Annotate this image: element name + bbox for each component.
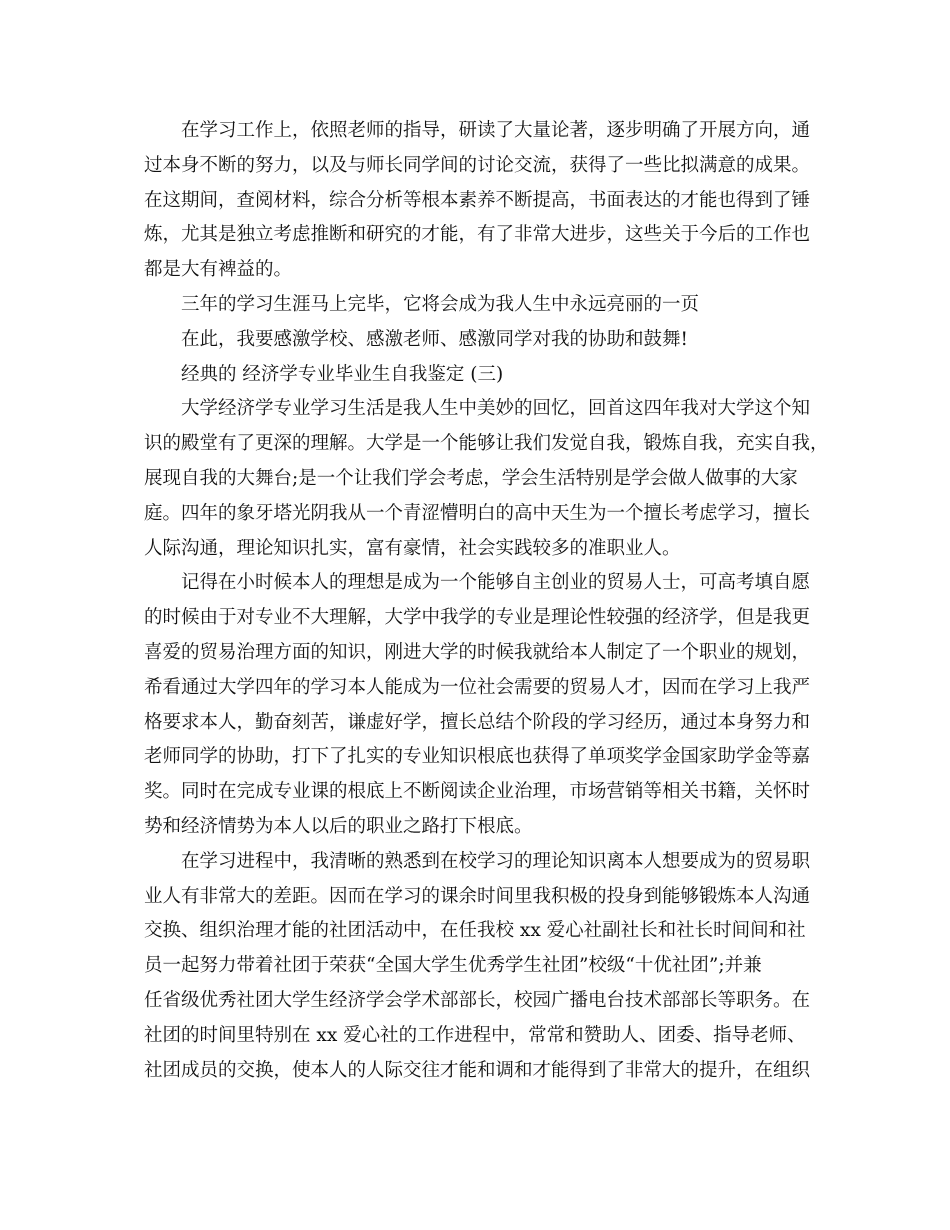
text-line: 展现自我的大舞台;是一个让我们学会考虑，学会生活特别是学会做人做事的大家	[144, 467, 798, 489]
text-line: 的时候由于对专业不大理解，大学中我学的专业是理论性较强的经济学，但是我更	[144, 607, 811, 629]
text-line: 任省级优秀社团大学生经济学会学术部部长，校园广播电台技术部部长等职务。在	[144, 989, 811, 1011]
text-line: 社团成员的交换，使本人的人际交往才能和调和才能得到了非常大的提升，在组织	[144, 1059, 811, 1081]
text-line: 大学经济学专业学习生活是我人生中美妙的回忆，回首这四年我对大学这个知	[181, 398, 811, 420]
text-line: 在学习工作上，依照老师的指导，研读了大量论著，逐步明确了开展方向，通	[181, 120, 811, 141]
text-line: 在这期间，查阅材料，综合分析等根本素养不断提高，书面表达的才能也得到了锤	[144, 189, 811, 211]
text-line: 希看通过大学四年的学习本人能成为一位社会需要的贸易人才，因而在学习上我严	[144, 676, 811, 698]
text-line: 庭。四年的象牙塔光阴我从一个青涩懵明白的高中天生为一个擅长考虑学习，擅长	[144, 502, 811, 524]
text-line: 记得在小时候本人的理想是成为一个能够自主创业的贸易人士，可高考填自愿	[181, 572, 811, 594]
text-line: 势和经济情势为本人以后的职业之路打下根底。	[144, 815, 533, 837]
text-line: 在学习进程中，我清晰的熟悉到在校学习的理论知识离本人想要成为的贸易职	[181, 850, 811, 872]
text-line: 老师同学的协助，打下了扎实的专业知识根底也获得了单项奖学金国家助学金等嘉	[144, 746, 811, 768]
text-line: 识的殿堂有了更深的理解。大学是一个能够让我们发觉自我，锻炼自我，充实自我，	[144, 433, 829, 455]
document-body	[144, 114, 829, 1088]
text-line: 喜爱的贸易治理方面的知识，刚进大学的时候我就给本人制定了一个职业的规划，	[144, 641, 811, 663]
text-line: 三年的学习生涯马上完毕，它将会成为我人生中永远亮丽的一页	[181, 293, 700, 315]
text-line: 业人有非常大的差距。因而在学习的课余时间里我积极的投身到能够锻炼本人沟通	[144, 885, 811, 907]
text-line: 格要求本人，勤奋刻苦，谦虚好学，擅长总结个阶段的学习经历，通过本身努力和	[144, 711, 811, 733]
text-line: 奖。同时在完成专业课的根底上不断阅读企业治理，市场营销等相关书籍，关怀时	[144, 781, 811, 803]
text-line: 人际沟通，理论知识扎实，富有豪情，社会实践较多的准职业人。	[144, 537, 681, 559]
section-heading: 经典的 经济学专业毕业生自我鉴定 (三)	[181, 363, 504, 385]
text-line: 社团的时间里特别在 xx 爱心社的工作进程中，常常和赞助人、团委、指导老师、	[144, 1024, 806, 1046]
text-line: 在此，我要感激学校、感激老师、感激同学对我的协助和鼓舞!	[181, 328, 688, 350]
text-line: 员一起努力带着社团于荣获“全国大学生优秀学生社团”校级“十优社团”;并兼	[144, 955, 762, 977]
text-line: 都是大有裨益的。	[144, 259, 293, 281]
text-line: 交换、组织治理才能的社团活动中，在任我校 xx 爱心社副社长和社长时间间和社	[144, 920, 806, 942]
text-line: 炼，尤其是独立考虑推断和研究的才能，有了非常大进步，这些关于今后的工作也	[144, 224, 811, 246]
text-line: 过本身不断的努力，以及与师长同学间的讨论交流，获得了一些比拟满意的成果。	[144, 154, 811, 176]
